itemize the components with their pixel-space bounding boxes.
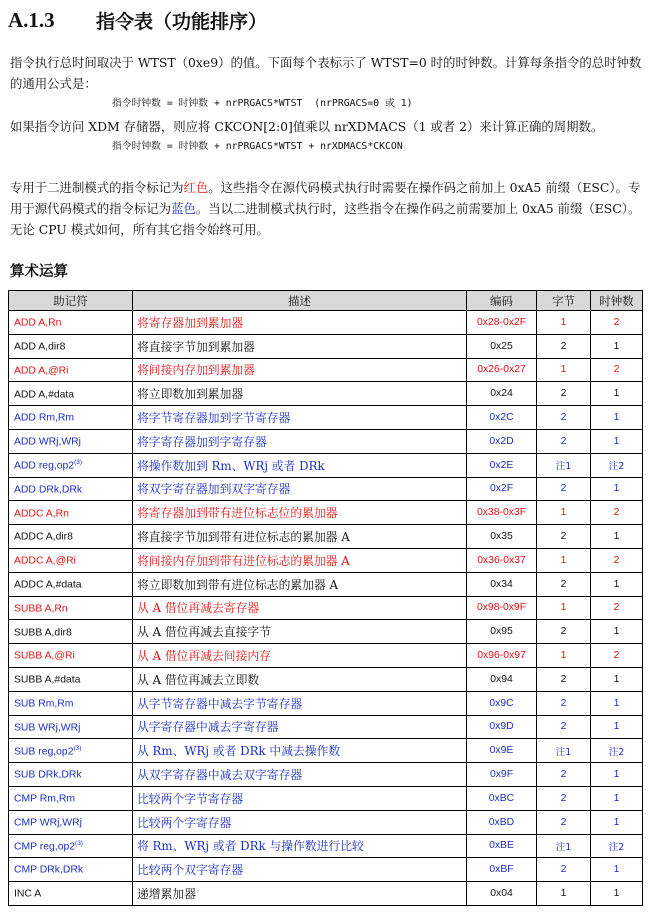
- mnemonic-cell: SUB Rm,Rm: [9, 691, 133, 715]
- footnote-ref: (3): [74, 458, 83, 466]
- bytes-cell: 2: [537, 691, 591, 715]
- code-cell: 0xBC: [467, 786, 537, 810]
- bytes-cell: 2: [537, 477, 591, 501]
- code-cell: 0xBF: [467, 858, 537, 882]
- code-cell: 0x9F: [467, 763, 537, 787]
- blue-color-word: 蓝色: [171, 201, 196, 216]
- description-cell: 将字寄存器加到字寄存器: [133, 429, 467, 453]
- description-cell: 递增累加器: [133, 882, 467, 906]
- bytes-cell: 1: [537, 644, 591, 668]
- code-cell: 0x2F: [467, 477, 537, 501]
- code-cell: 0x04: [467, 882, 537, 906]
- bytes-cell: 2: [537, 429, 591, 453]
- table-row: [9, 667, 643, 691]
- description-cell: 从 A 借位再减去立即数: [133, 667, 467, 691]
- bytes-cell: 1: [537, 358, 591, 382]
- code-cell: 0xBE: [467, 834, 537, 858]
- description-cell: 比较两个双字寄存器: [133, 858, 467, 882]
- description-cell: 比较两个字寄存器: [133, 810, 467, 834]
- clocks-cell: 1: [591, 382, 643, 406]
- table-row: [9, 382, 643, 406]
- clocks-cell: 2: [591, 644, 643, 668]
- description-cell: 将操作数加到 Rm、WRj 或者 DRk: [133, 453, 467, 477]
- clocks-cell: 1: [591, 406, 643, 430]
- clocks-cell: 1: [591, 763, 643, 787]
- code-cell: 0x36-0x37: [467, 548, 537, 572]
- code-cell: 0x25: [467, 334, 537, 358]
- table-header-row: [9, 291, 643, 311]
- bytes-cell: 注1: [537, 739, 591, 763]
- description-cell: 将立即数加到带有进位标志的累加器 A: [133, 572, 467, 596]
- mnemonic-cell: ADD A,Rn: [9, 311, 133, 335]
- mnemonic-cell: ADDC A,dir8: [9, 525, 133, 549]
- bytes-cell: 注1: [537, 453, 591, 477]
- description-cell: 从字节寄存器中减去字节寄存器: [133, 691, 467, 715]
- header-clocks: 时钟数: [591, 291, 643, 311]
- description-cell: 从 A 借位再减去寄存器: [133, 596, 467, 620]
- mnemonic-cell: ADDC A,Rn: [9, 501, 133, 525]
- bytes-cell: 2: [537, 525, 591, 549]
- table-row: [9, 311, 643, 335]
- description-cell: 将直接字节加到带有进位标志的累加器 A: [133, 525, 467, 549]
- footnote-ref: (3): [75, 839, 83, 847]
- bytes-cell: 注1: [537, 834, 591, 858]
- header-bytes: 字节: [537, 291, 591, 311]
- clocks-cell: 2: [591, 311, 643, 335]
- clocks-cell: 1: [591, 620, 643, 644]
- description-cell: 将立即数加到累加器: [133, 382, 467, 406]
- section-heading: [8, 4, 267, 36]
- instruction-table: [8, 290, 643, 906]
- code-cell: 0x95: [467, 620, 537, 644]
- bytes-cell: 1: [537, 596, 591, 620]
- code-cell: 0x26-0x27: [467, 358, 537, 382]
- bytes-cell: 2: [537, 810, 591, 834]
- code-cell: 0x2C: [467, 406, 537, 430]
- table-row: [9, 477, 643, 501]
- code-cell: 0x38-0x3F: [467, 501, 537, 525]
- table-row: [9, 858, 643, 882]
- mnemonic-cell: ADD Rm,Rm: [9, 406, 133, 430]
- header-mnemonic: 助记符: [9, 291, 133, 311]
- clocks-cell: 1: [591, 477, 643, 501]
- bytes-cell: 2: [537, 715, 591, 739]
- code-cell: 0x94: [467, 667, 537, 691]
- table-row: [9, 501, 643, 525]
- mnemonic-cell: ADD A,dir8: [9, 334, 133, 358]
- table-row: [9, 786, 643, 810]
- description-cell: 将间接内存加到累加器: [133, 358, 467, 382]
- red-color-word: 红色: [183, 180, 209, 195]
- bytes-cell: 1: [537, 548, 591, 572]
- section-title: 指令表（功能排序）: [96, 10, 268, 33]
- table-row: [9, 739, 643, 763]
- table-row: [9, 715, 643, 739]
- clocks-cell: 2: [591, 548, 643, 572]
- section-number: A.1.3: [8, 7, 55, 32]
- header-code: 编码: [467, 291, 537, 311]
- mnemonic-cell: SUBB A,@Ri: [9, 644, 133, 668]
- clocks-cell: 1: [591, 691, 643, 715]
- bytes-cell: 2: [537, 858, 591, 882]
- description-cell: 从 Rm、WRj 或者 DRk 中减去操作数: [133, 739, 467, 763]
- mnemonic-cell: SUB WRj,WRj: [9, 715, 133, 739]
- table-row: [9, 548, 643, 572]
- bytes-cell: 2: [537, 667, 591, 691]
- clocks-cell: 注2: [591, 453, 643, 477]
- mnemonic-cell: SUB reg,op2$^{(3)}$: [9, 739, 133, 763]
- table-row: [9, 358, 643, 382]
- code-cell: 0x24: [467, 382, 537, 406]
- clocks-cell: 2: [591, 501, 643, 525]
- code-cell: 0x9E: [467, 739, 537, 763]
- clocks-cell: 1: [591, 786, 643, 810]
- description-cell: 比较两个字节寄存器: [133, 786, 467, 810]
- clocks-cell: 注2: [591, 834, 643, 858]
- clocks-cell: 1: [591, 334, 643, 358]
- bytes-cell: 1: [537, 882, 591, 906]
- description-cell: 将 Rm、WRj 或者 DRk 与操作数进行比较: [133, 834, 467, 858]
- description-cell: 将间接内存加到带有进位标志的累加器 A: [133, 548, 467, 572]
- bytes-cell: 2: [537, 406, 591, 430]
- table-row: [9, 620, 643, 644]
- code-cell: 0x2D: [467, 429, 537, 453]
- clocks-cell: 1: [591, 715, 643, 739]
- header-description: 描述: [133, 291, 467, 311]
- table-row: [9, 882, 643, 906]
- clocks-cell: 1: [591, 882, 643, 906]
- description-cell: 将字节寄存器加到字节寄存器: [133, 406, 467, 430]
- code-cell: 0x98-0x9F: [467, 596, 537, 620]
- mnemonic-cell: INC A: [9, 882, 133, 906]
- table-row: [9, 429, 643, 453]
- table-row: [9, 763, 643, 787]
- bytes-cell: 1: [537, 501, 591, 525]
- mnemonic-cell: CMP Rm,Rm: [9, 786, 133, 810]
- table-row: [9, 834, 643, 858]
- clocks-cell: 2: [591, 358, 643, 382]
- table-row: [9, 525, 643, 549]
- table-row: [9, 572, 643, 596]
- bytes-cell: 2: [537, 620, 591, 644]
- clocks-cell: 1: [591, 858, 643, 882]
- table-row: [9, 596, 643, 620]
- mnemonic-cell: CMP DRk,DRk: [9, 858, 133, 882]
- bytes-cell: 1: [537, 311, 591, 335]
- clocks-cell: 注2: [591, 739, 643, 763]
- mnemonic-cell: ADD WRj,WRj: [9, 429, 133, 453]
- bytes-cell: 2: [537, 572, 591, 596]
- mnemonic-cell: ADD A,@Ri: [9, 358, 133, 382]
- description-cell: 从 A 借位再减去直接字节: [133, 620, 467, 644]
- code-cell: 0xBD: [467, 810, 537, 834]
- formula-2: 指令时钟数 = 时钟数 + nrPRGACS*WTST + nrXDMACS*CKCON: [112, 141, 403, 152]
- intro-paragraph-1: 指令执行总时间取决于 WTST（0xe9）的值。下面每个表标示了 WTST=0 时的时钟数。计算每条指令的总时钟数的通用公式是：: [10, 55, 642, 91]
- table-row: [9, 691, 643, 715]
- clocks-cell: 1: [591, 810, 643, 834]
- mnemonic-cell: CMP WRj,WRj: [9, 810, 133, 834]
- clocks-cell: 1: [591, 572, 643, 596]
- code-cell: 0x9C: [467, 691, 537, 715]
- clocks-cell: 1: [591, 667, 643, 691]
- clocks-cell: 2: [591, 596, 643, 620]
- table-row: [9, 453, 643, 477]
- mnemonic-cell: SUBB A,Rn: [9, 596, 133, 620]
- bytes-cell: 2: [537, 786, 591, 810]
- clocks-cell: 1: [591, 429, 643, 453]
- bytes-cell: 2: [537, 763, 591, 787]
- mnemonic-cell: ADD DRk,DRk: [9, 477, 133, 501]
- intro-paragraph-3: 专用于二进制模式的指令标记为红色。这些指令在源代码模式执行时需要在操作码之前加上 0xA5 前缀（ESC）。专用于源代码模式的指令标记为蓝色。当以二进制模式执行时，这些指令在操作码之前需要加上 0xA5 前缀（ESC）。无论 CPU 模式如何，所有其它指令始终可用。: [10, 180, 641, 237]
- mnemonic-cell: ADD A,#data: [9, 382, 133, 406]
- mnemonic-cell: CMP reg,op2$^{(3)}$: [9, 834, 133, 858]
- table-body: [9, 311, 643, 906]
- description-cell: 从双字寄存器中减去双字寄存器: [133, 763, 467, 787]
- table-row: [9, 334, 643, 358]
- subsection-title: 算术运算: [10, 264, 68, 280]
- code-cell: 0x96-0x97: [467, 644, 537, 668]
- mnemonic-cell: SUB DRk,DRk: [9, 763, 133, 787]
- code-cell: 0x28-0x2F: [467, 311, 537, 335]
- code-cell: 0x34: [467, 572, 537, 596]
- mnemonic-cell: ADD reg,op2$^{(3)}$: [9, 453, 133, 477]
- description-cell: 将双字寄存器加到双字寄存器: [133, 477, 467, 501]
- table-row: [9, 810, 643, 834]
- description-cell: 将寄存器加到累加器: [133, 311, 467, 335]
- formula-1: 指令时钟数 = 时钟数 + nrPRGACS*WTST (nrPRGACS=0 或 1): [112, 98, 413, 109]
- code-cell: 0x35: [467, 525, 537, 549]
- description-cell: 将寄存器加到带有进位标志位的累加器: [133, 501, 467, 525]
- table-row: [9, 644, 643, 668]
- mnemonic-cell: SUBB A,#data: [9, 667, 133, 691]
- code-cell: 0x9D: [467, 715, 537, 739]
- mnemonic-cell: ADDC A,@Ri: [9, 548, 133, 572]
- description-cell: 将直接字节加到累加器: [133, 334, 467, 358]
- bytes-cell: 2: [537, 382, 591, 406]
- footnote-ref: (3): [73, 744, 82, 752]
- mnemonic-cell: SUBB A,dir8: [9, 620, 133, 644]
- clocks-cell: 1: [591, 525, 643, 549]
- bytes-cell: 2: [537, 334, 591, 358]
- mnemonic-cell: ADDC A,#data: [9, 572, 133, 596]
- code-cell: 0x2E: [467, 453, 537, 477]
- description-cell: 从 A 借位再减去间接内存: [133, 644, 467, 668]
- intro-paragraph-2: 如果指令访问 XDM 存储器，则应将 CKCON[2:0]值乘以 nrXDMACS（1 或者 2）来计算正确的周期数。: [10, 119, 604, 134]
- description-cell: 从字寄存器中减去字寄存器: [133, 715, 467, 739]
- table-row: [9, 406, 643, 430]
